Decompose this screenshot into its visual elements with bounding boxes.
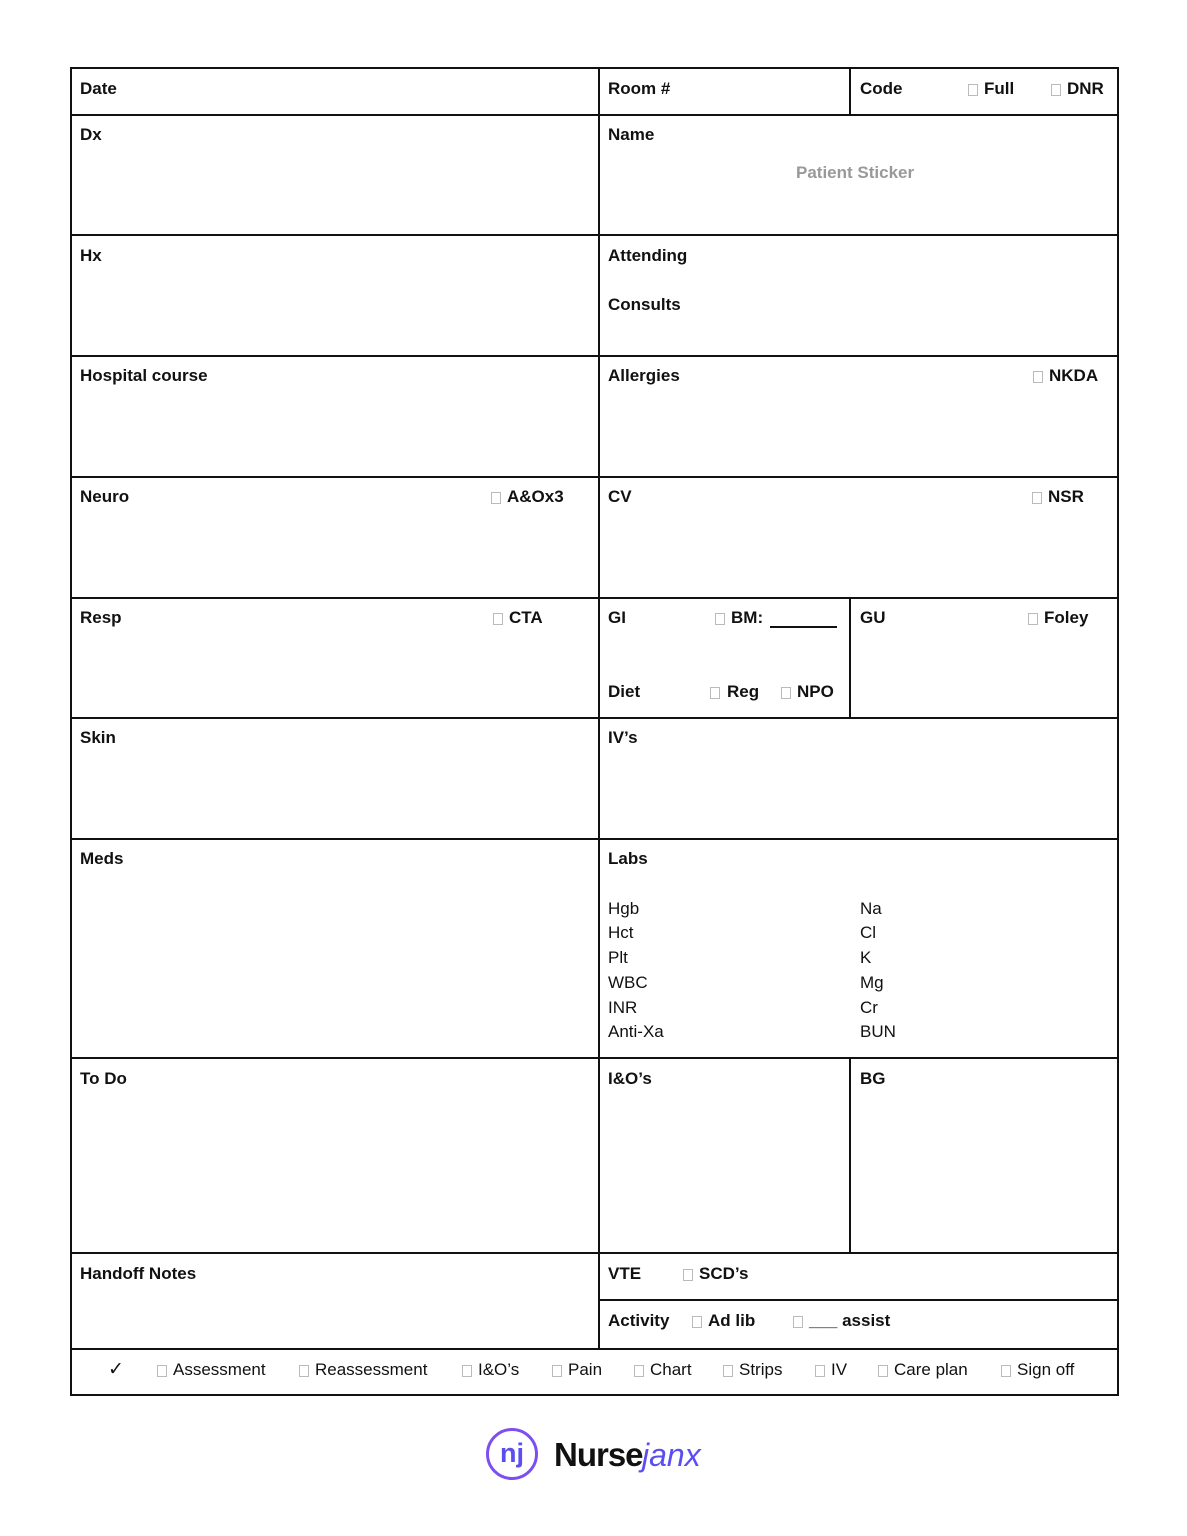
lab-cl: Cl — [860, 923, 877, 942]
lab-hgb: Hgb — [608, 899, 640, 918]
lab-na: Na — [860, 899, 882, 918]
strips-checkbox[interactable] — [723, 1365, 733, 1377]
reg-label: Reg — [727, 682, 760, 701]
vte-label: VTE — [608, 1264, 642, 1283]
foley-checkbox[interactable] — [1028, 613, 1038, 625]
nkda-checkbox[interactable] — [1033, 371, 1043, 383]
assessment-checkbox[interactable] — [157, 1365, 167, 1377]
nkda-label: NKDA — [1049, 366, 1099, 385]
adlib-label: Ad lib — [708, 1311, 756, 1330]
nsr-checkbox[interactable] — [1032, 492, 1042, 504]
lab-plt: Plt — [608, 948, 628, 967]
ivs-label: IV’s — [608, 728, 638, 747]
logo-mark-icon — [486, 1428, 538, 1480]
assist-label: ___ assist — [809, 1311, 891, 1330]
dx-label: Dx — [80, 125, 102, 144]
bm-label: BM: — [731, 608, 764, 627]
aox3-checkbox[interactable] — [491, 492, 501, 504]
nursejanx-logo — [486, 1428, 716, 1486]
reassessment-label: Reassessment — [315, 1360, 428, 1379]
attending-label: Attending — [608, 246, 688, 265]
io-check-label: I&O’s — [478, 1360, 520, 1379]
bm-blank[interactable] — [770, 626, 837, 628]
chart-checkbox[interactable] — [634, 1365, 644, 1377]
name-label: Name — [608, 125, 655, 144]
lab-bun: BUN — [860, 1022, 896, 1041]
check-mark-icon: ✓ — [108, 1359, 124, 1380]
sign-off-checkbox[interactable] — [1001, 1365, 1011, 1377]
reg-checkbox[interactable] — [710, 687, 720, 699]
patient-sticker-placeholder: Patient Sticker — [796, 163, 915, 182]
npo-checkbox[interactable] — [781, 687, 791, 699]
dnr-label: DNR — [1067, 79, 1104, 98]
lab-anti-xa: Anti-Xa — [608, 1022, 664, 1041]
npo-label: NPO — [797, 682, 834, 701]
cta-checkbox[interactable] — [493, 613, 503, 625]
code-label: Code — [860, 79, 903, 98]
io-label: I&O’s — [608, 1069, 652, 1088]
full-checkbox[interactable] — [968, 84, 978, 96]
gi-label: GI — [608, 608, 626, 627]
skin-label: Skin — [80, 728, 116, 747]
iv-checkbox[interactable] — [815, 1365, 825, 1377]
lab-inr: INR — [608, 998, 638, 1017]
cv-label: CV — [608, 487, 632, 506]
lab-cr: Cr — [860, 998, 878, 1017]
bm-checkbox[interactable] — [715, 613, 725, 625]
care-plan-checkbox[interactable] — [878, 1365, 888, 1377]
handoff-notes-label: Handoff Notes — [80, 1264, 197, 1283]
aox3-label: A&Ox3 — [507, 487, 564, 506]
chart-label: Chart — [650, 1360, 692, 1379]
hospital-course-label: Hospital course — [80, 366, 208, 385]
diet-label: Diet — [608, 682, 641, 701]
activity-label: Activity — [608, 1311, 670, 1330]
lab-hct: Hct — [608, 923, 634, 942]
neuro-label: Neuro — [80, 487, 130, 506]
logo-mark-text: nj — [500, 1438, 524, 1468]
strips-label: Strips — [739, 1360, 783, 1379]
gu-label: GU — [860, 608, 886, 627]
sign-off-label: Sign off — [1017, 1360, 1075, 1379]
pain-label: Pain — [568, 1360, 603, 1379]
nsr-label: NSR — [1048, 487, 1084, 506]
logo-word-nurse: Nurse — [554, 1436, 643, 1473]
date-label: Date — [80, 79, 117, 98]
scds-label: SCD’s — [699, 1264, 749, 1283]
lab-wbc: WBC — [608, 973, 648, 992]
assessment-label: Assessment — [173, 1360, 266, 1379]
adlib-checkbox[interactable] — [692, 1316, 702, 1328]
full-label: Full — [984, 79, 1015, 98]
bg-label: BG — [860, 1069, 886, 1088]
io-checkbox[interactable] — [462, 1365, 472, 1377]
cta-label: CTA — [509, 608, 543, 627]
allergies-label: Allergies — [608, 366, 680, 385]
consults-label: Consults — [608, 295, 681, 314]
room-label: Room # — [608, 79, 671, 98]
pain-checkbox[interactable] — [552, 1365, 562, 1377]
resp-label: Resp — [80, 608, 122, 627]
meds-label: Meds — [80, 849, 124, 868]
lab-mg: Mg — [860, 973, 884, 992]
dnr-checkbox[interactable] — [1051, 84, 1061, 96]
labs-label: Labs — [608, 849, 648, 868]
foley-label: Foley — [1044, 608, 1089, 627]
logo-word-janx: janx — [642, 1437, 701, 1473]
scds-checkbox[interactable] — [683, 1269, 693, 1281]
assist-checkbox[interactable] — [793, 1316, 803, 1328]
reassessment-checkbox[interactable] — [299, 1365, 309, 1377]
hx-label: Hx — [80, 246, 102, 265]
iv-label: IV — [831, 1360, 848, 1379]
care-plan-label: Care plan — [894, 1360, 968, 1379]
lab-k: K — [860, 948, 872, 967]
todo-label: To Do — [80, 1069, 127, 1088]
